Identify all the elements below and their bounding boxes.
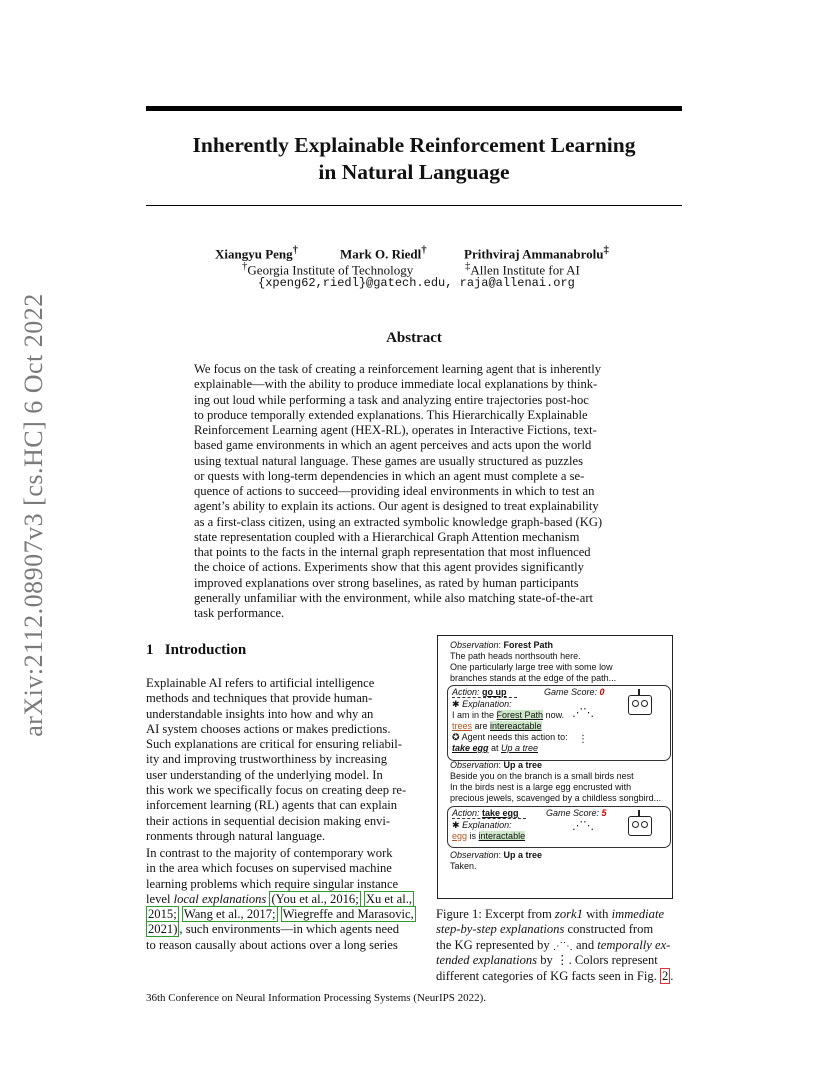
kg-fact: trees: [452, 721, 473, 731]
explanation-label: Explanation:: [462, 820, 512, 830]
affiliation-name: Georgia Institute of Technology: [247, 262, 414, 278]
action-label: Action:: [452, 687, 480, 697]
emphasis: immediate: [611, 907, 665, 921]
section-heading: [146, 642, 246, 659]
text-line: in the area which focuses on supervised machine: [146, 861, 392, 876]
text-line: ronments through natural language.: [146, 828, 326, 843]
abstract-line: quence of actions to succeed—providing ideal environments in which to test an: [194, 484, 595, 498]
emphasis: local explanations: [173, 891, 267, 906]
obs-line: precious jewels, scavenged by a childless songbird...: [450, 793, 662, 803]
temporal-explanation-icon: ⋮: [578, 734, 588, 745]
text-span: at: [488, 743, 502, 753]
emphasis: zork1: [554, 907, 583, 921]
abstract-line: that points to the facts in the internal graph representation that most influenced: [194, 545, 591, 559]
abstract-line: as a first-class citizen, using an extracted symbolic knowledge graph-based (KG): [194, 514, 603, 529]
conference-footnote: 36th Conference on Neural Information Processing Systems (NeurIPS 2022).: [146, 992, 487, 1004]
obs-1-heading: Observation: Forest Path: [450, 640, 554, 650]
text-span: by: [537, 953, 556, 968]
text-span: constructed from: [564, 922, 654, 937]
obs-line: branches stands at the edge of the path...: [450, 673, 617, 683]
author-name: Xiangyu Peng: [215, 246, 293, 262]
kg-fact: intereactable: [490, 721, 542, 731]
caption-line: [436, 907, 684, 922]
text-line: In contrast to the majority of contemporary work: [146, 846, 393, 860]
score-label: Game Score:: [546, 808, 600, 818]
text-span: level: [146, 891, 174, 906]
text-line: user understanding of the underlying model. In: [146, 767, 383, 782]
action-ref: take egg: [452, 743, 489, 753]
obs-line: In the birds nest is a large egg encrusted with: [450, 782, 632, 792]
title-line-2: in Natural Language: [318, 160, 510, 184]
explanation-line: [452, 710, 564, 721]
affiliation-name: Allen Institute for AI: [470, 262, 580, 278]
text-span: . Colors represent: [568, 953, 658, 968]
citation-link[interactable]: Xu et al.,: [365, 891, 413, 906]
abstract-heading: Abstract: [386, 330, 442, 346]
text-span: and: [572, 937, 598, 952]
emphasis: temporally ex-: [597, 937, 671, 952]
author-mark: †: [421, 244, 427, 256]
title-rule-top: [146, 106, 682, 111]
text-line: Such explanations are critical for ensuring reliabil-: [146, 737, 402, 752]
section-title: Introduction: [164, 642, 247, 658]
action-label: Action:: [452, 808, 480, 818]
obs-line: One particularly large tree with some low: [450, 662, 613, 672]
text-line: inforcement learning (RL) agents that can explain: [146, 798, 398, 813]
intro-paragraph-1: [146, 676, 424, 844]
caption-line: [436, 969, 684, 984]
score-line: [544, 687, 605, 698]
temporal-explanation-icon: ⋮: [555, 953, 569, 968]
abstract-line: using textual natural language. These games are usually structured as puzzles: [194, 453, 583, 468]
figure-caption: [436, 907, 684, 984]
abstract-line: to produce temporally extended explanations. This Hierarchically Explainable: [194, 407, 588, 422]
obs-line: Beside you on the branch is a small birds nest: [450, 771, 634, 781]
abstract-line: task performance.: [194, 606, 285, 620]
citation-link[interactable]: Wang et al., 2017;: [183, 907, 276, 922]
kg-graph-icon: ⋰⋱: [572, 707, 594, 719]
score-label: Game Score:: [544, 687, 598, 697]
text-span: Agent needs this action to:: [461, 732, 568, 742]
author-emails: {xpeng62,riedl}@gatech.edu, raja@allenai.org: [258, 276, 575, 290]
citation-link[interactable]: 2021): [148, 922, 178, 937]
intro-paragraph-2: [146, 846, 424, 953]
figure-1: [437, 635, 673, 899]
action-line: [452, 808, 526, 819]
text-line: this work we specifically focus on creating deep re-: [146, 783, 407, 798]
author-mark: ‡: [603, 244, 609, 256]
kg-fact: egg: [452, 831, 468, 841]
explanation-line: [452, 743, 538, 754]
citation-link[interactable]: Wiegreffe and Marasovic,: [282, 907, 414, 922]
obs-label: Observation: [450, 850, 499, 860]
explanation-heading: [452, 820, 512, 831]
obs-line: Taken.: [450, 861, 477, 871]
text-span: are: [472, 721, 491, 731]
obs-title: Up a tree: [503, 760, 543, 770]
abstract-body: [194, 362, 634, 621]
abstract-line: or quests with long-term dependencies in which an agent must complete a se-: [194, 468, 585, 483]
arxiv-stamp: [14, 293, 54, 737]
caption-line: [436, 953, 684, 968]
text-line: Explainable AI refers to artificial intelligence: [146, 676, 375, 690]
citation-link[interactable]: 2015;: [148, 907, 177, 922]
obs-label: Observation: [450, 640, 499, 650]
text-line: AI system chooses actions or makes predictions.: [146, 721, 391, 736]
obs-title: Up a tree: [503, 850, 543, 860]
score-value: 5: [601, 808, 607, 818]
text-line: to reason causally about actions over a long series: [146, 937, 398, 952]
abstract-line: ing out loud while performing a task and analyzing entire trajectories post-hoc: [194, 392, 589, 407]
obs-line: The path heads northsouth here.: [450, 651, 581, 661]
explanation-line: [452, 831, 525, 842]
obs-2-heading: Observation: Up a tree: [450, 760, 543, 770]
paper-title: [146, 132, 682, 186]
text-line: their actions in sequential decision making envi-: [146, 813, 391, 828]
action-value: go up: [482, 687, 507, 697]
affiliation-mark: ‡: [465, 260, 471, 272]
emphasis: step-by-step explanations: [436, 922, 565, 937]
gear-icon: ✱: [452, 699, 460, 709]
abstract-line: Reinforcement Learning agent (HEX-RL), operates in Interactive Fictions, text-: [194, 423, 597, 437]
text-span: I am in the: [452, 710, 497, 720]
text-line: understandable insights into how and why an: [146, 706, 374, 721]
action-value: take egg: [482, 808, 519, 818]
text-span: different categories of KG facts seen in Fig.: [436, 968, 660, 983]
abstract-line: improved explanations over strong baselines, as rated by human participants: [194, 575, 579, 590]
explanation-label: Explanation:: [462, 699, 512, 709]
text-span: now.: [543, 710, 565, 720]
action-box-2: [447, 806, 671, 848]
text-span: is: [467, 831, 479, 841]
text-line: [146, 922, 424, 937]
obs-title: Forest Path: [503, 640, 554, 650]
text-line: learning problems which require singular instance: [146, 876, 399, 891]
caption-line: [436, 938, 684, 953]
gear-icon: ✱: [452, 820, 460, 830]
kg-fact: Forest Path: [496, 710, 544, 720]
text-span: with: [582, 907, 612, 921]
figure-ref-link[interactable]: 2: [661, 968, 669, 983]
robot-icon: [628, 695, 652, 715]
text-line: ity and improving trustworthiness by increasing: [146, 752, 387, 767]
emphasis: tended explanations: [436, 953, 538, 968]
target-icon: ✪: [452, 732, 460, 742]
explanation-heading: [452, 699, 512, 710]
text-line: [146, 892, 424, 907]
citation-link[interactable]: (You et al., 2016;: [271, 891, 359, 906]
arxiv-id: arXiv:2112.08907v3 [cs.HC] 6 Oct 2022: [19, 293, 48, 737]
text-span: .: [670, 968, 674, 983]
score-line: [546, 808, 607, 819]
kg-fact: interactable: [478, 831, 526, 841]
explanation-line: [452, 732, 568, 743]
text-line: [146, 907, 424, 922]
abstract-line: state representation coupled with a Hierarchical Graph Attention mechanism: [194, 529, 580, 544]
affiliation-mark: †: [242, 260, 248, 272]
abstract-line: explainable—with the ability to produce immediate local explanations by think-: [194, 377, 598, 392]
explanation-line: [452, 721, 542, 732]
abstract-line: the choice of actions. Experiments show that this agent provides significantly: [194, 560, 584, 575]
robot-icon: [628, 816, 652, 836]
text-span: , such environments—in which agents need: [179, 922, 400, 937]
kg-graph-icon: ⋰⋱: [572, 820, 594, 832]
text-line: methods and techniques that provide human-: [146, 691, 373, 706]
title-rule-bottom: [146, 205, 682, 206]
abstract-line: agent’s ability to explain its actions. Our agent is designed to treat explainability: [194, 499, 599, 514]
author-name: Mark O. Riedl: [340, 246, 422, 262]
author-name: Prithviraj Ammanabrolu: [464, 246, 604, 262]
author-mark: †: [292, 244, 299, 256]
abstract-line: based game environments in which an agent perceives and acts upon the world: [194, 438, 592, 453]
title-line-1: Inherently Explainable Reinforcement Learning: [192, 133, 636, 157]
text-span: the KG represented by: [436, 937, 553, 952]
action-box-1: [447, 685, 671, 761]
score-value: 0: [599, 687, 605, 697]
abstract-line: generally unfamiliar with the environment, while also matching state-of-the-art: [194, 590, 594, 605]
abstract-line: We focus on the task of creating a reinforcement learning agent that is inherently: [194, 362, 602, 376]
location-ref: Up a tree: [501, 743, 539, 753]
action-line: [452, 687, 517, 698]
obs-label: Observation: [450, 760, 499, 770]
kg-graph-icon: ⋰⋱: [552, 940, 573, 952]
obs-3-heading: Observation: Up a tree: [450, 850, 543, 860]
text-span: Figure 1: Excerpt from: [436, 907, 555, 921]
caption-line: [436, 922, 684, 937]
section-number: 1: [146, 642, 154, 658]
